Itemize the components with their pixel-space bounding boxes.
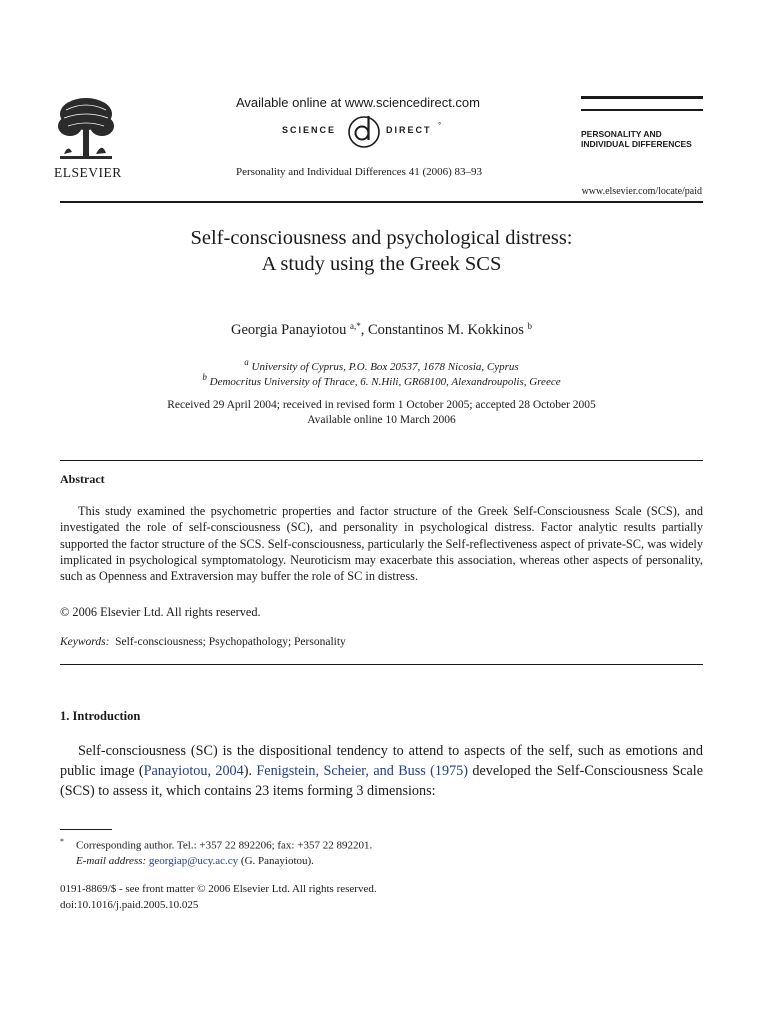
issn-line: 0191-8869/$ - see front matter © 2006 Elsevier Ltd. All rights reserved. [60, 883, 377, 895]
keywords-list: Self-consciousness; Psychopathology; Personality [115, 636, 346, 648]
journal-masthead-rules [581, 96, 703, 111]
email-label: E-mail address: [76, 854, 147, 867]
front-matter-info [60, 881, 377, 913]
aff-a-text: University of Cyprus, P.O. Box 20537, 1678 Nicosia, Cyprus [251, 361, 519, 373]
citation-link-fenigstein-1975[interactable]: Fenigstein, Scheier, and Buss (1975) [256, 763, 468, 779]
abstract-top-rule [60, 460, 703, 461]
article-dates [60, 398, 703, 428]
aff-b-mark: b [202, 372, 207, 382]
author-2-affiliation-mark[interactable]: b [527, 321, 532, 331]
sd-at-icon [346, 112, 382, 150]
intro-text-part3: developed the Self-Consciousness Scale (SCS) to assess it, which contains 23 items forming 3 dimensions: [60, 763, 703, 799]
intro-text-part2: ). [243, 763, 257, 779]
email-link[interactable]: georgiap@ucy.ac.cy [148, 854, 239, 867]
email-suffix: (G. Panayiotou). [238, 854, 314, 867]
aff-a-mark: a [244, 357, 249, 367]
intro-text-part1: Self-consciousness (SC) is the dispositional tendency to attend to aspects of the self, such as emotions and public image ( [60, 743, 703, 779]
journal-url[interactable]: www.elsevier.com/locate/paid [581, 186, 702, 197]
title-line1: Self-consciousness and psychological distress: [190, 227, 573, 249]
corresponding-author-note: Corresponding author. Tel.: +357 22 892206; fax: +357 22 892201. [76, 839, 373, 852]
author-2: , Constantinos M. Kokkinos [360, 322, 524, 338]
affiliation-b [60, 372, 703, 388]
journal-name-line2: INDIVIDUAL DIFFERENCES [581, 139, 692, 149]
abstract-heading: Abstract [60, 472, 105, 486]
author-list [60, 321, 703, 339]
available-date: Available online 10 March 2006 [307, 414, 456, 426]
keywords-line [60, 636, 346, 648]
sciencedirect-logo: SCIENCE DIRECT ° [282, 118, 472, 148]
footnote [60, 834, 372, 869]
available-online-line: Available online at www.sciencedirect.com [236, 95, 480, 110]
elsevier-logo [54, 96, 122, 182]
author-1-affiliation-mark[interactable]: a,* [349, 321, 361, 331]
aff-b-text: Democritus University of Thrace, 6. N.Hili, GR68100, Alexandroupolis, Greece [209, 376, 561, 388]
received-dates: Received 29 April 2004; received in revised form 1 October 2005; accepted 28 October 2005 [167, 399, 596, 411]
footnote-marker: * [60, 837, 64, 846]
introduction-paragraph [60, 741, 703, 801]
journal-citation: Personality and Individual Differences 41 (2006) 83–93 [236, 166, 483, 178]
abstract-bottom-rule [60, 664, 703, 665]
affiliation-a [60, 357, 703, 373]
citation-link-panayiotou-2004[interactable]: Panayiotou, 2004 [143, 763, 244, 779]
section-heading-introduction: 1. Introduction [60, 709, 141, 723]
abstract-copyright: © 2006 Elsevier Ltd. All rights reserved. [60, 605, 261, 619]
journal-name [581, 129, 692, 149]
elsevier-wordmark: ELSEVIER [54, 165, 122, 180]
sd-science-text: SCIENCE [282, 125, 337, 135]
header-divider [60, 201, 703, 203]
author-1: Georgia Panayiotou [231, 322, 347, 338]
article-title [60, 225, 703, 277]
keywords-label: Keywords: [60, 636, 110, 648]
sd-direct-text: DIRECT [386, 125, 432, 135]
doi-line[interactable]: doi:10.1016/j.paid.2005.10.025 [60, 899, 199, 911]
footnote-rule [60, 829, 112, 830]
journal-name-line1: PERSONALITY AND [581, 129, 662, 139]
title-line2: A study using the Greek SCS [261, 253, 502, 275]
abstract-text: This study examined the psychometric properties and factor structure of the Greek Self-Consciousness Scale (SCS), and investigated the role of self-consciousness (SC), and personality in psychological distress. Factor analytic results partially supported the factor structure of the SCS. Self-consciousness, particularly the Self-reflectiveness aspect of private-SC, was widely implicated in psychological symptomatology. Neuroticism may exacerbate this association, whereas other aspects of personality, such as Openness and Extraversion may buffer the role of SC in distress. [60, 504, 703, 584]
